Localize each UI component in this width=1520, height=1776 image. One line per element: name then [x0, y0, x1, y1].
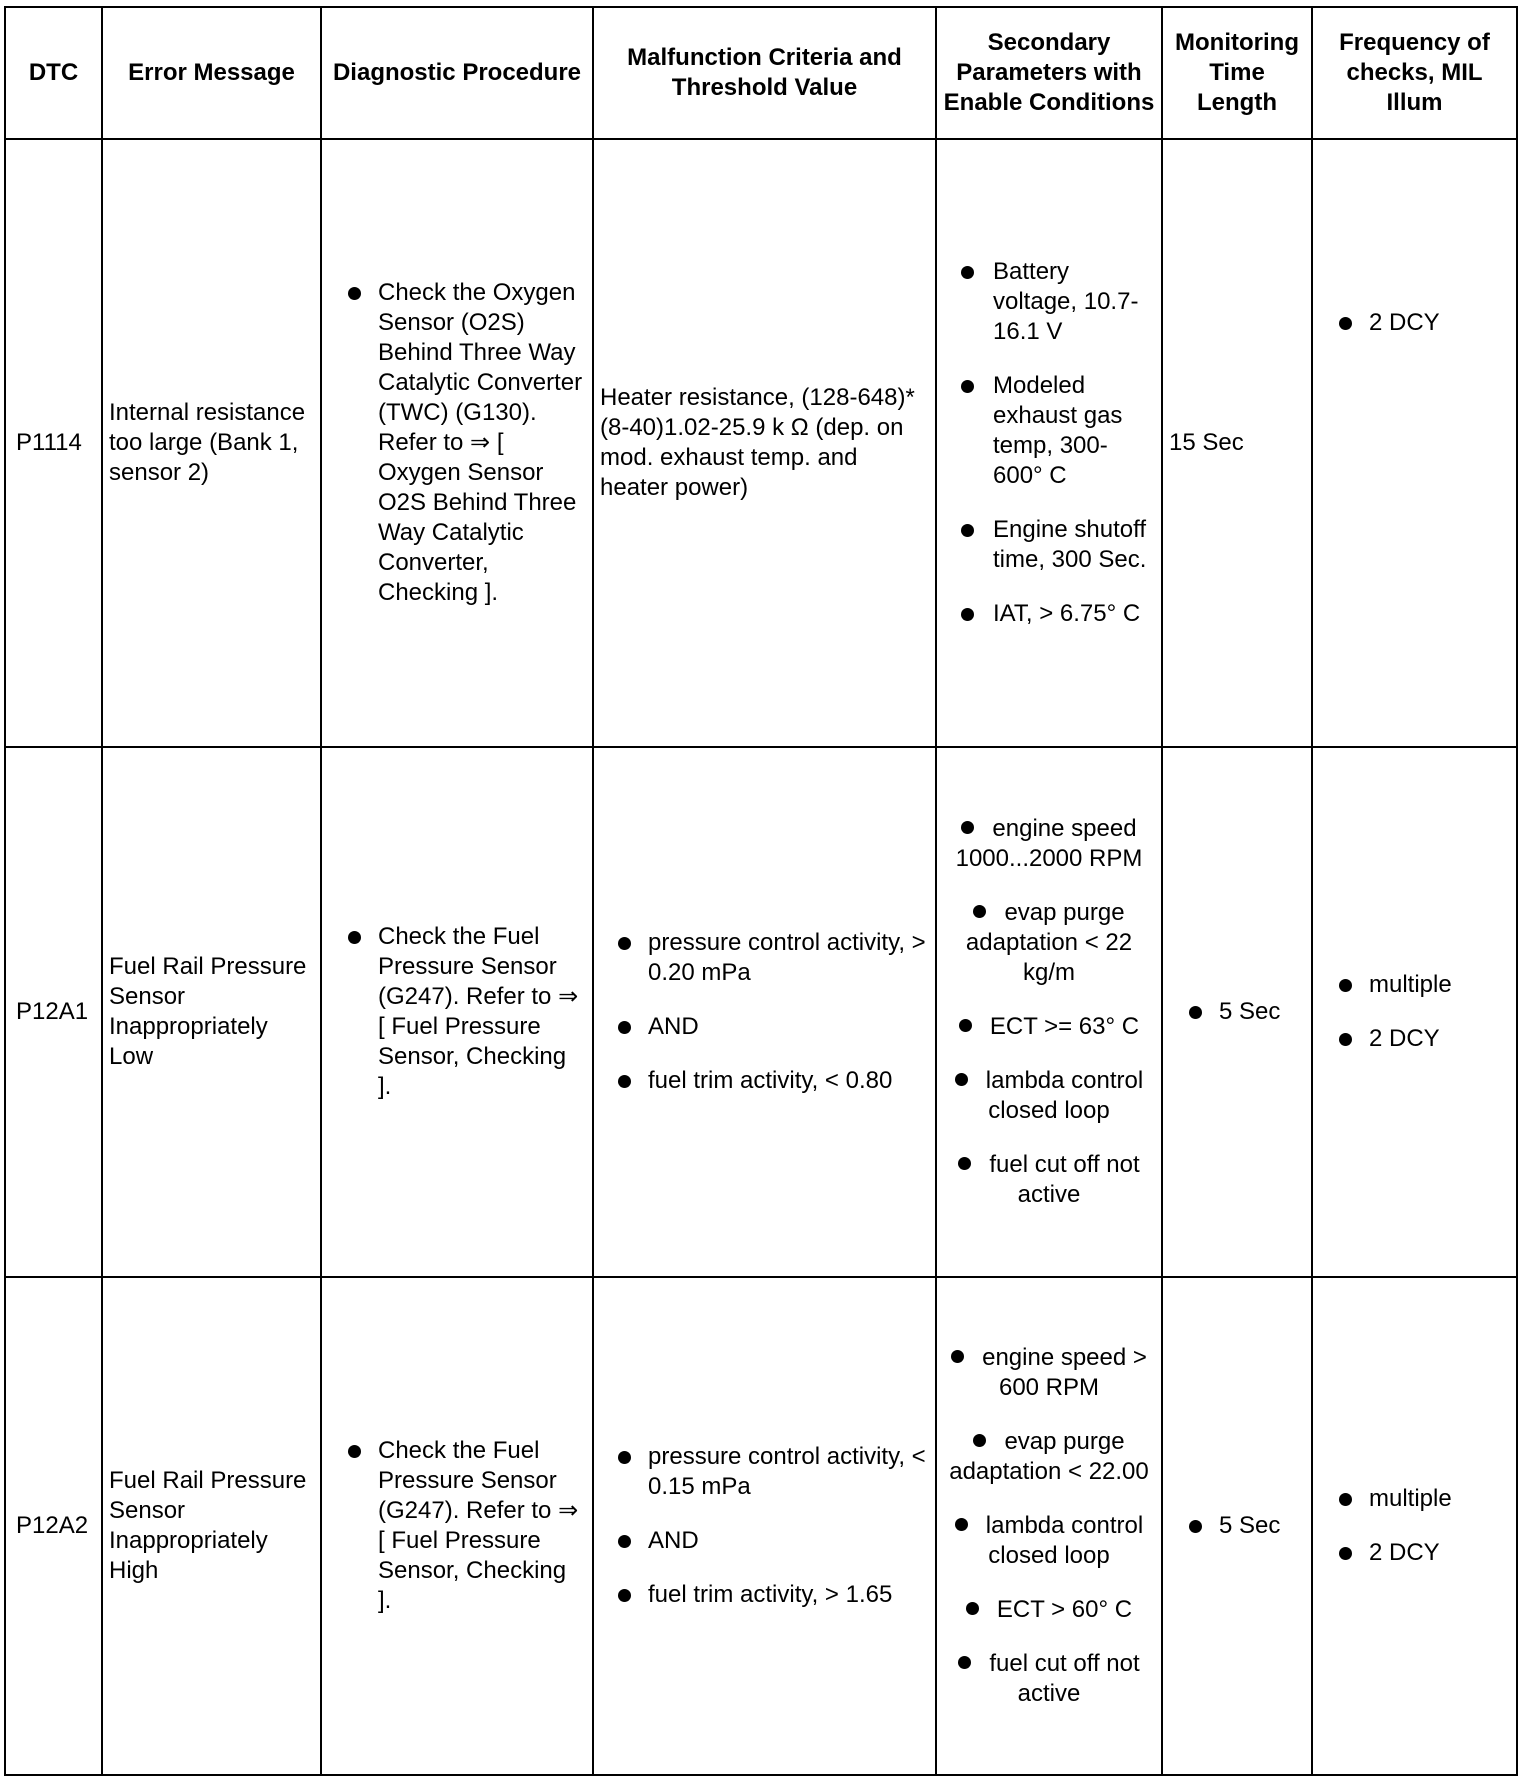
secondary-item: Modeled exhaust gas temp, 300-600° C — [957, 371, 1157, 491]
table-row — [5, 747, 1517, 1277]
malfunction-criteria — [593, 1277, 936, 1775]
secondary-item: evap purge adaptation < 22.00 — [949, 1428, 1149, 1485]
bullet-icon — [958, 1157, 971, 1170]
monitoring-time — [1162, 1277, 1312, 1775]
frequency — [1312, 747, 1517, 1277]
monitoring-time — [1162, 747, 1312, 1277]
diagnostic-procedure — [321, 747, 593, 1277]
secondary-item: lambda control closed loop — [937, 1066, 1161, 1126]
diagnostic-procedure — [321, 139, 593, 747]
bullet-icon — [973, 905, 986, 918]
error-message: Internal resistance too large (Bank 1, sensor 2) — [102, 139, 321, 747]
secondary-item: engine speed 1000...2000 RPM — [955, 815, 1143, 872]
frequency-item: multiple — [1335, 970, 1516, 1000]
header-row — [5, 7, 1517, 139]
malfunction-criteria: Heater resistance, (128-648)*(8-40)1.02-25.9 k Ω (dep. on mod. exhaust temp. and heater power) — [593, 139, 936, 747]
monitoring-item: 5 Sec — [1185, 997, 1311, 1027]
frequency-item: 2 DCY — [1335, 1538, 1516, 1568]
secondary-item: fuel cut off not active — [937, 1649, 1161, 1709]
procedure-item: Check the Fuel Pressure Sensor (G247). Refer to ⇒ [ Fuel Pressure Sensor, Checking ]. — [344, 922, 586, 1102]
bullet-icon — [961, 821, 974, 834]
secondary-parameters — [936, 747, 1162, 1277]
malfunction-criteria — [593, 747, 936, 1277]
secondary-item: Engine shutoff time, 300 Sec. — [957, 515, 1157, 575]
malfunction-item: pressure control activity, < 0.15 mPa — [614, 1442, 931, 1502]
frequency-item: multiple — [1335, 1484, 1516, 1514]
malfunction-item: fuel trim activity, > 1.65 — [614, 1580, 931, 1610]
bullet-icon — [959, 1019, 972, 1032]
malfunction-item: fuel trim activity, < 0.80 — [614, 1066, 931, 1096]
header-frequency: Frequency of checks, MIL Illum — [1312, 7, 1517, 139]
table-row — [5, 1277, 1517, 1775]
header-diagnostic-procedure: Diagnostic Procedure — [321, 7, 593, 139]
frequency-item: 2 DCY — [1335, 308, 1516, 338]
frequency — [1312, 1277, 1517, 1775]
malfunction-item: AND — [614, 1526, 931, 1556]
secondary-item: ECT > 60° C — [937, 1595, 1161, 1625]
secondary-item: engine speed > 600 RPM — [937, 1343, 1161, 1403]
monitoring-item: 5 Sec — [1185, 1511, 1311, 1541]
secondary-item: ECT >= 63° C — [937, 1012, 1161, 1042]
header-dtc: DTC — [5, 7, 102, 139]
dtc-code: P12A2 — [5, 1277, 102, 1775]
monitoring-time: 15 Sec — [1162, 139, 1312, 747]
secondary-parameters — [936, 1277, 1162, 1775]
error-message: Fuel Rail Pressure Sensor Inappropriately High — [102, 1277, 321, 1775]
diagnostic-procedure — [321, 1277, 593, 1775]
secondary-parameters — [936, 139, 1162, 747]
bullet-icon — [955, 1073, 968, 1086]
secondary-item: evap purge adaptation < 22 kg/m — [965, 899, 1133, 986]
table-row — [5, 139, 1517, 747]
bullet-icon — [973, 1434, 986, 1447]
procedure-item: Check the Oxygen Sensor (O2S) Behind Three Way Catalytic Converter (TWC) (G130). Refer to ⇒ [ Oxygen Sensor O2S Behind Three Way Catalytic Converter, Checking ]. — [344, 278, 586, 608]
header-error-message: Error Message — [102, 7, 321, 139]
bullet-icon — [951, 1350, 964, 1363]
bullet-icon — [955, 1518, 968, 1531]
dtc-table — [4, 6, 1518, 1776]
header-malfunction-criteria: Malfunction Criteria and Threshold Value — [593, 7, 936, 139]
dtc-code: P12A1 — [5, 747, 102, 1277]
secondary-item: Battery voltage, 10.7-16.1 V — [957, 257, 1157, 347]
frequency — [1312, 139, 1517, 747]
secondary-item: fuel cut off not active — [937, 1150, 1161, 1210]
procedure-item: Check the Fuel Pressure Sensor (G247). Refer to ⇒ [ Fuel Pressure Sensor, Checking ]. — [344, 1436, 586, 1616]
frequency-item: 2 DCY — [1335, 1024, 1516, 1054]
secondary-item: lambda control closed loop — [937, 1511, 1161, 1571]
dtc-code: P1114 — [5, 139, 102, 747]
bullet-icon — [958, 1656, 971, 1669]
error-message: Fuel Rail Pressure Sensor Inappropriately Low — [102, 747, 321, 1277]
header-monitoring-time: Monitoring Time Length — [1162, 7, 1312, 139]
header-secondary-parameters: Secondary Parameters with Enable Conditions — [936, 7, 1162, 139]
malfunction-item: AND — [614, 1012, 931, 1042]
secondary-item: IAT, > 6.75° C — [957, 599, 1157, 629]
malfunction-item: pressure control activity, > 0.20 mPa — [614, 928, 931, 988]
bullet-icon — [966, 1602, 979, 1615]
